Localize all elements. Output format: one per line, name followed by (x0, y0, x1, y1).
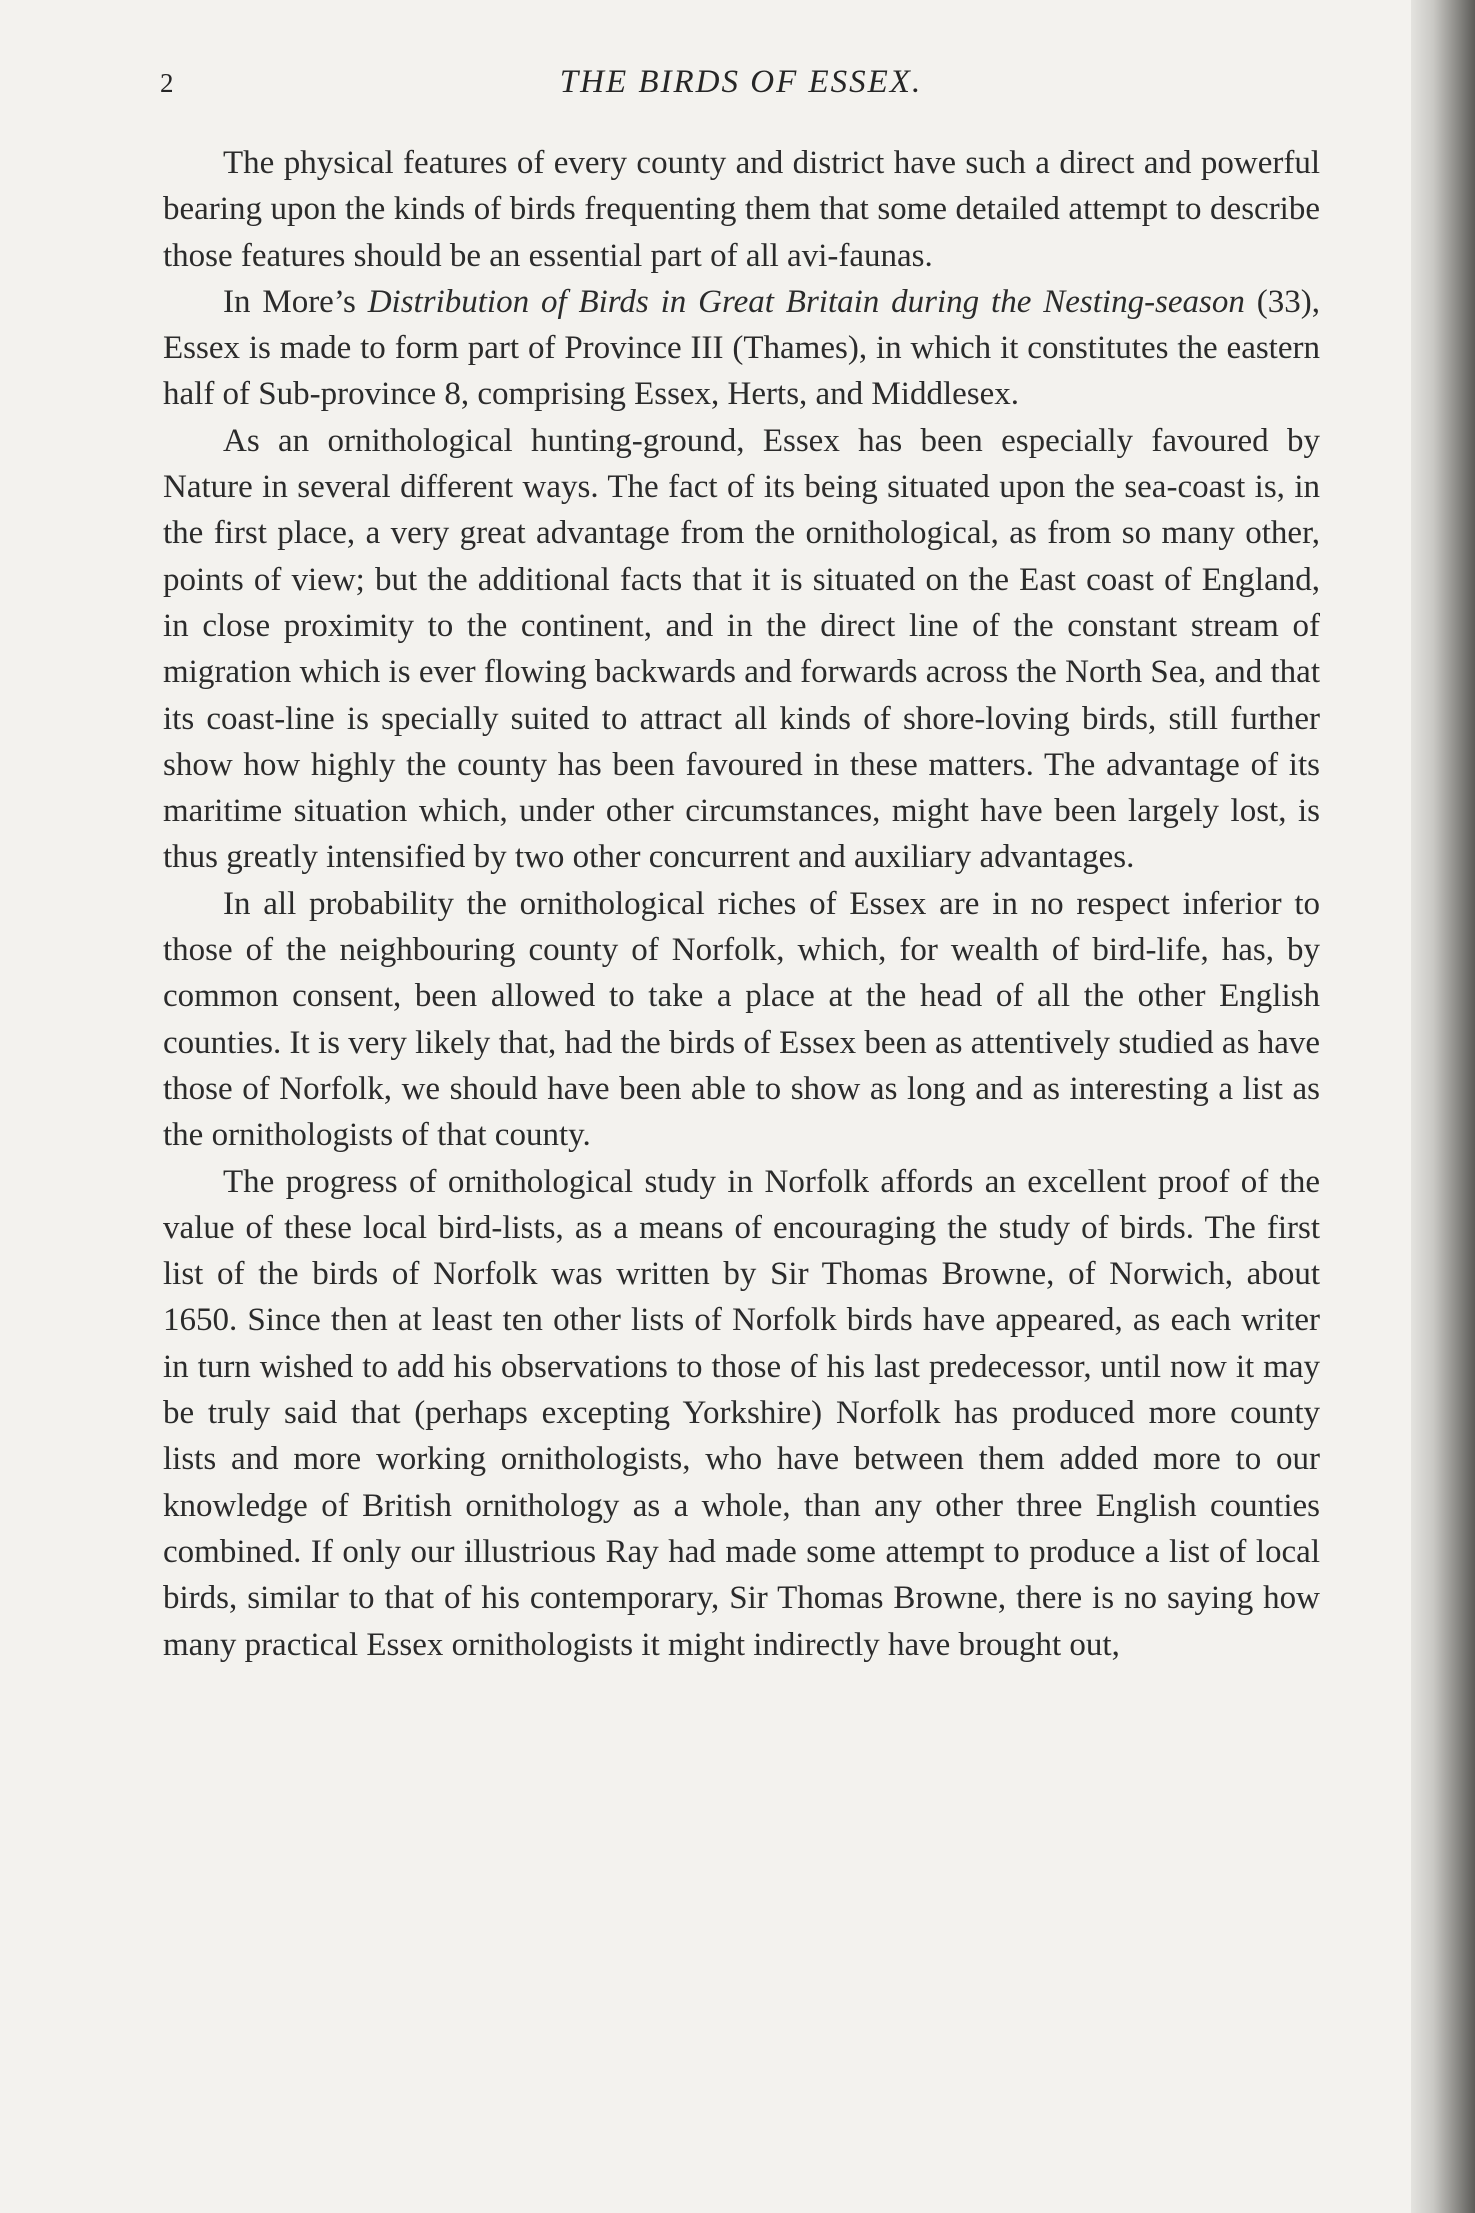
paragraph-text-before: In More’s (223, 283, 368, 320)
paragraph-mores-distribution (163, 279, 1320, 418)
paragraph-hunting-ground: As an ornithological hunting-ground, Essex has been especially favoured by Nature in several different ways. The fact of its being situated upon the sea-coast is, in the first place, a very great advantage from the ornithological, as from so many other, points of view; but the additional facts that it is situated on the East coast of England, in close proximity to the continent, and in the direct line of the constant stream of migration which is ever flowing backwards and forwards across the North Sea, and that its coast-line is specially suited to attract all kinds of shore-loving birds, still further show how highly the county has been favoured in these matters. The advantage of its maritime situation which, under other circumstances, might have been largely lost, is thus greatly intensified by two other concurrent and auxiliary advantages. (163, 422, 1320, 876)
running-title: THE BIRDS OF ESSEX. (559, 64, 923, 100)
paragraph-norfolk-comparison: In all probability the ornithological riches of Essex are in no respect inferior to those of the neighbouring county of Norfolk, which, for wealth of bird-life, has, by common consent, been allowed to take a place at the head of all the other English counties. It is very likely that, had the birds of Essex been as attentively studied as have those of Norfolk, we should have been able to show as long and as interesting a list as the ornithologists of that county. (163, 885, 1320, 1154)
paragraph-norfolk-progress: The progress of ornithological study in Norfolk affords an excellent proof of the value of these local bird-lists, as a means of encouraging the study of birds. The first list of the birds of Norfolk was written by Sir Thomas Browne, of Norwich, about 1650. Since then at least ten other lists of Norfolk birds have appeared, as each writer in turn wished to add his observations to those of his last predecessor, until now it may be truly said that (perhaps excepting Yorkshire) Norfolk has produced more county lists and more working ornithologists, who have between them added more to our knowledge of British ornithology as a whole, than any other three English counties combined. If only our illustrious Ray had made some attempt to produce a list of local birds, similar to that of his contemporary, Sir Thomas Browne, there is no saying how many practical Essex ornithologists it might indirectly have brought out, (163, 1163, 1320, 1663)
book-spine-shadow (1411, 0, 1475, 2213)
book-title-italic: Distribution of Birds in Great Britain during the Nesting-season (367, 283, 1245, 320)
paragraph-physical-features: The physical features of every county and district have such a direct and powerful bearing upon the kinds of birds frequenting them that some detailed attempt to describe those features should be an essential part of all avi-faunas. (163, 145, 1320, 274)
page-number: 2 (160, 68, 174, 98)
body-text (163, 140, 1320, 1668)
page-header (160, 64, 1322, 114)
paragraph-text-after: (33), Essex is made to form part of Province III (Thames), in which it constitutes the eastern half of Sub-province 8, comprising Essex, Herts, and Middlesex. (163, 283, 1320, 413)
